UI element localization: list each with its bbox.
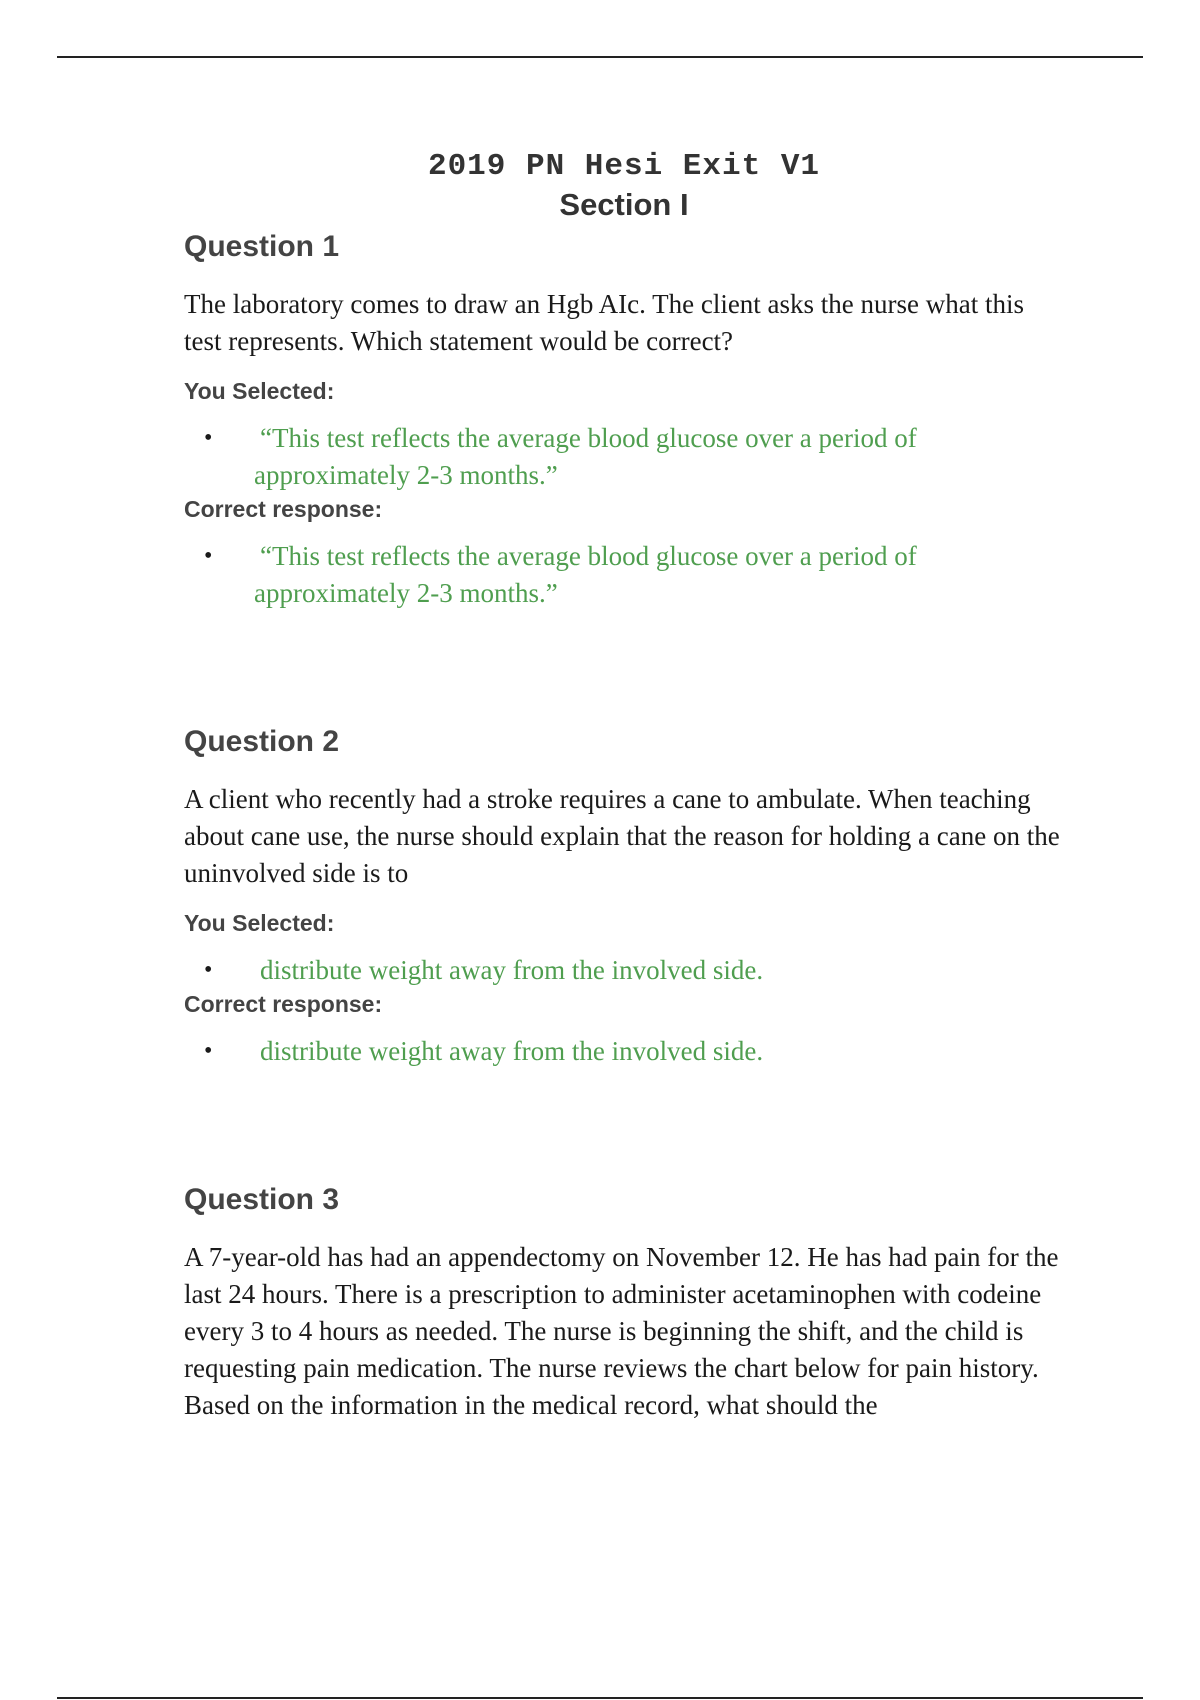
you-selected-label: You Selected: — [184, 910, 335, 936]
bullet-icon: • — [204, 543, 213, 569]
document-title: 2019 PN Hesi Exit V1 — [427, 149, 821, 184]
correct-answer-text: “This test reflects the average blood glucose over a period of approximately 2-3 months.” — [254, 541, 917, 608]
question-text: A client who recently had a stroke requires a cane to ambulate. When teaching about cane use, the nurse should explain that the reason for holding a cane on the uninvolved side is to — [184, 784, 1060, 888]
question-text: A 7-year-old has had an appendectomy on November 12. He has had pain for the last 24 hours. There is a prescription to administer acetaminophen with codeine every 3 to 4 hours as needed. The nurse is beginning the shift, and the child is requesting pain medication. The nurse reviews the chart below for pain history. Based on the information in the medical record, what should the — [184, 1242, 1059, 1420]
question-block-3 — [184, 1181, 1064, 1424]
selected-answer — [184, 420, 1064, 494]
selected-answer-text: distribute weight away from the involved side. — [260, 955, 764, 985]
question-heading: Question 2 — [184, 725, 340, 758]
correct-answer — [184, 538, 1064, 612]
selected-answer-text: “This test reflects the average blood glucose over a period of approximately 2-3 months.” — [254, 423, 917, 490]
question-heading: Question 1 — [184, 230, 340, 263]
bullet-icon: • — [204, 425, 213, 451]
question-block-2 — [184, 723, 1064, 1070]
question-text: The laboratory comes to draw an Hgb AIc. The client asks the nurse what this test represents. Which statement would be correct? — [184, 289, 1025, 356]
correct-answer — [184, 1033, 1064, 1070]
question-heading: Question 3 — [184, 1183, 340, 1216]
top-rule — [57, 56, 1143, 58]
document-page — [184, 148, 1064, 1420]
selected-answer — [184, 952, 1064, 989]
bottom-rule — [57, 1697, 1143, 1699]
section-title: Section I — [559, 187, 689, 222]
correct-response-label: Correct response: — [184, 991, 383, 1017]
bullet-icon: • — [204, 1038, 213, 1064]
correct-answer-text: distribute weight away from the involved side. — [260, 1036, 764, 1066]
you-selected-label: You Selected: — [184, 378, 335, 404]
bullet-icon: • — [204, 957, 213, 983]
correct-response-label: Correct response: — [184, 496, 383, 522]
question-block-1 — [184, 228, 1064, 612]
